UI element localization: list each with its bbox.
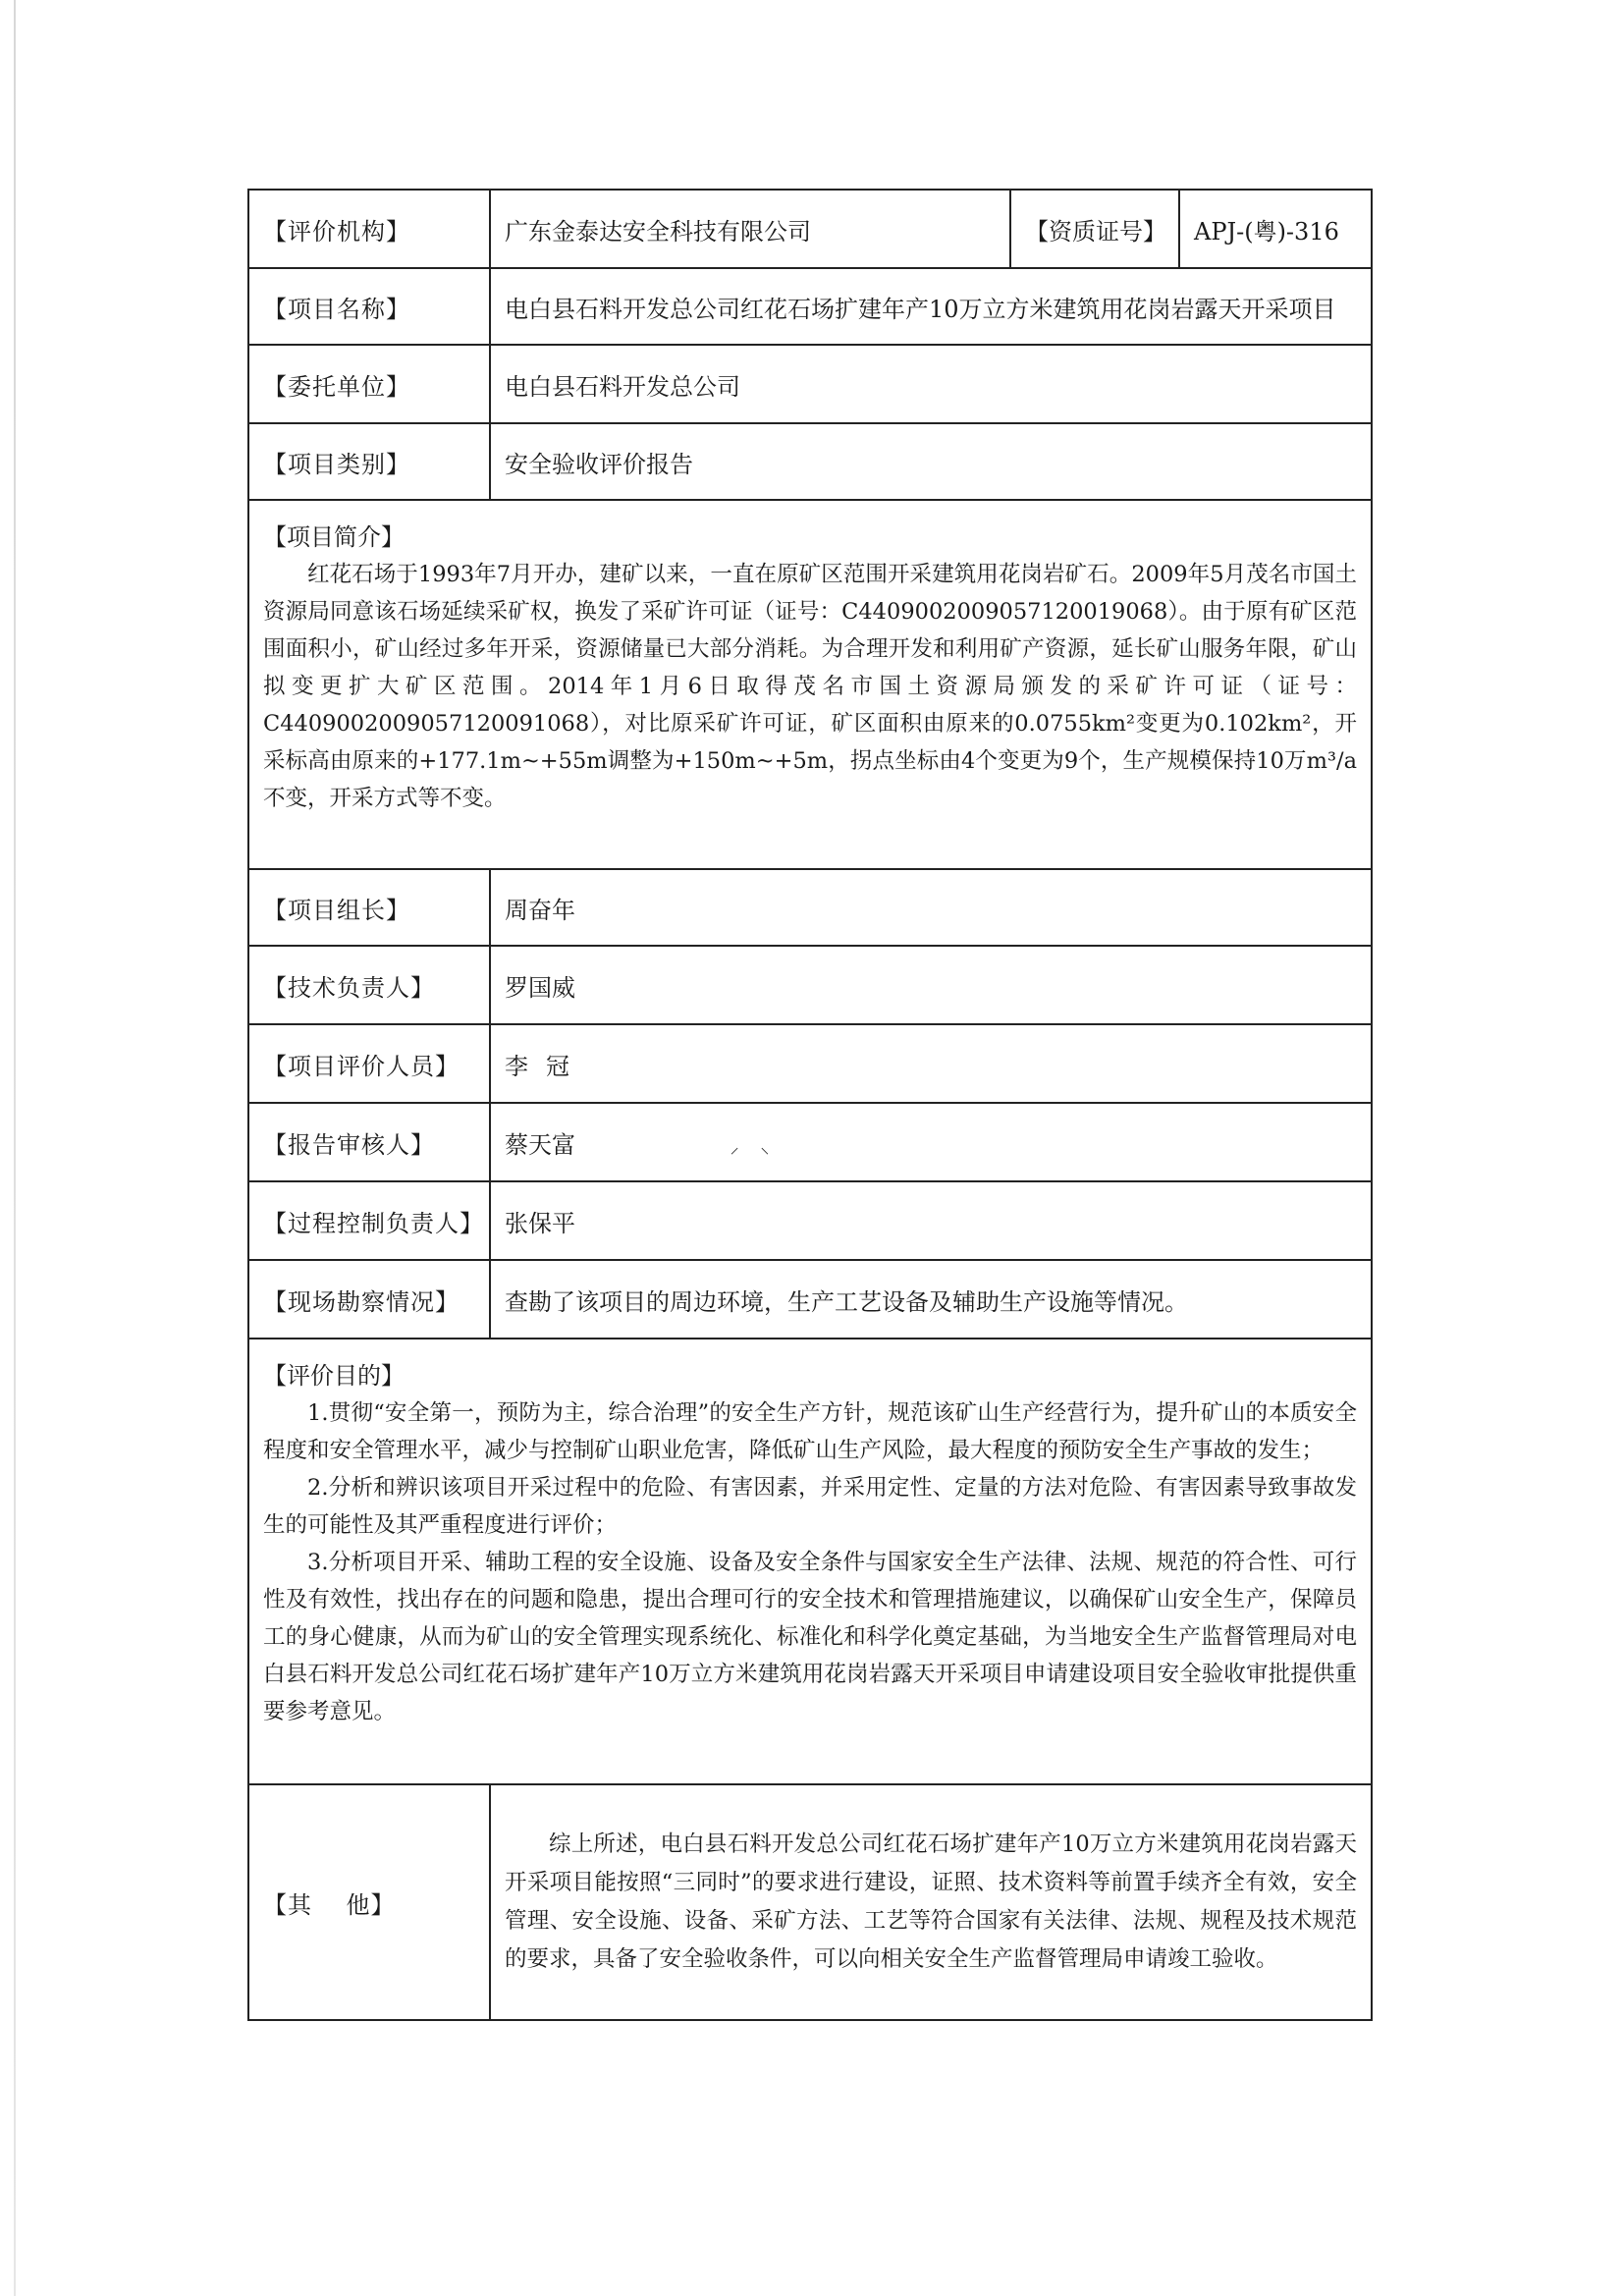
client-label: 【委托单位】 bbox=[248, 345, 490, 423]
tech-lead-label: 【技术负责人】 bbox=[248, 946, 490, 1024]
process-ctrl-value: 张保平 bbox=[490, 1181, 1372, 1260]
intro-label: 【项目简介】 bbox=[263, 523, 405, 551]
purpose-item-1: 1.贯彻“安全第一，预防为主，综合治理”的安全生产方针，规范该矿山生产经营行为，提升矿山的本质安全程度和安全管理水平，减少与控制矿山职业危害，降低矿山生产风险，最大程度的预防安全生产事故的发生； bbox=[263, 1400, 1357, 1463]
process-ctrl-label: 【过程控制负责人】 bbox=[248, 1181, 490, 1260]
reviewer-cell bbox=[490, 1103, 1372, 1181]
other-text: 综上所述，电白县石料开发总公司红花石场扩建年产10万立方米建筑用花岗岩露天开采项目能按照“三同时”的要求进行建设，证照、技术资料等前置手续齐全有效，安全管理、安全设施、设备、采矿方法、工艺等符合国家有关法律、法规、规程及技术规范的要求，具备了安全验收条件，可以向相关安全生产监督管理局申请竣工验收。 bbox=[505, 1831, 1357, 1972]
client-value: 电白县石料开发总公司 bbox=[490, 345, 1372, 423]
cert-value: APJ-(粤)-316 bbox=[1179, 190, 1372, 268]
reviewer-row bbox=[248, 1103, 1372, 1181]
org-value: 广东金泰达安全科技有限公司 bbox=[490, 190, 1010, 268]
scan-edge bbox=[14, 0, 16, 2296]
leader-value: 周奋年 bbox=[490, 869, 1372, 946]
project-name-row bbox=[248, 268, 1372, 345]
evaluator-row bbox=[248, 1024, 1372, 1103]
category-label: 【项目类别】 bbox=[248, 423, 490, 500]
leader-row bbox=[248, 869, 1372, 946]
purpose-item-2: 2.分析和辨识该项目开采过程中的危险、有害因素，并采用定性、定量的方法对危险、有害因素导致事故发生的可能性及其严重程度进行评价； bbox=[263, 1475, 1357, 1538]
process-ctrl-row bbox=[248, 1181, 1372, 1260]
reviewer-label: 【报告审核人】 bbox=[248, 1103, 490, 1181]
category-row bbox=[248, 423, 1372, 500]
intro-row bbox=[248, 500, 1372, 869]
org-label: 【评价机构】 bbox=[248, 190, 490, 268]
cert-label: 【资质证号】 bbox=[1010, 190, 1179, 268]
other-row bbox=[248, 1784, 1372, 2020]
purpose-item-3: 3.分析项目开采、辅助工程的安全设施、设备及安全条件与国家安全生产法律、法规、规范的符合性、可行性及有效性，找出存在的问题和隐患，提出合理可行的安全技术和管理措施建议，以确保矿山安全生产，保障员工的身心健康，从而为矿山的安全管理实现系统化、标准化和科学化奠定基础，为当地安全生产监督管理局对电白县石料开发总公司红花石场扩建年产10万立方米建筑用花岗岩露天开采项目申请建设项目安全验收审批提供重要参考意见。 bbox=[263, 1550, 1357, 1724]
project-name-value: 电白县石料开发总公司红花石场扩建年产10万立方米建筑用花岗岩露天开采项目 bbox=[490, 268, 1372, 345]
reviewer-value: 蔡天富 bbox=[505, 1130, 575, 1159]
category-value: 安全验收评价报告 bbox=[490, 423, 1372, 500]
purpose-label: 【评价目的】 bbox=[263, 1362, 405, 1390]
purpose-row bbox=[248, 1339, 1372, 1784]
signature-mark: ⸝ ⸜ bbox=[730, 1136, 778, 1158]
site-survey-value: 查勘了该项目的周边环境，生产工艺设备及辅助生产设施等情况。 bbox=[490, 1260, 1372, 1339]
intro-text: 红花石场于1993年7月开办，建矿以来，一直在原矿区范围开采建筑用花岗岩矿石。2009年5月茂名市国土资源局同意该石场延续采矿权，换发了采矿许可证（证号：C4409002009057120019068）。由于原有矿区范围面积小，矿山经过多年开采，资源储量已大部分消耗。为合理开发和利用矿产资源，延长矿山服务年限，矿山拟变更扩大矿区范围。2014年1月6日取得茂名市国土资源局颁发的采矿许可证（证号：C4409002009057120091068），对比原采矿许可证，矿区面积由原来的0.0755km²变更为0.102km²，开采标高由原来的+177.1m~+55m调整为+150m~+5m，拐点坐标由4个变更为9个，生产规模保持10万m³/a不变，开采方式等不变。 bbox=[263, 562, 1357, 811]
tech-lead-row bbox=[248, 946, 1372, 1024]
project-name-label: 【项目名称】 bbox=[248, 268, 490, 345]
tech-lead-value: 罗国威 bbox=[490, 946, 1372, 1024]
client-row bbox=[248, 345, 1372, 423]
leader-label: 【项目组长】 bbox=[248, 869, 490, 946]
evaluator-value: 李冠 bbox=[490, 1024, 1372, 1103]
site-survey-row bbox=[248, 1260, 1372, 1339]
org-row bbox=[248, 190, 1372, 268]
site-survey-label: 【现场勘察情况】 bbox=[248, 1260, 490, 1339]
evaluator-label: 【项目评价人员】 bbox=[248, 1024, 490, 1103]
other-label: 【其 他】 bbox=[248, 1784, 490, 2020]
report-info-table bbox=[247, 189, 1373, 2021]
